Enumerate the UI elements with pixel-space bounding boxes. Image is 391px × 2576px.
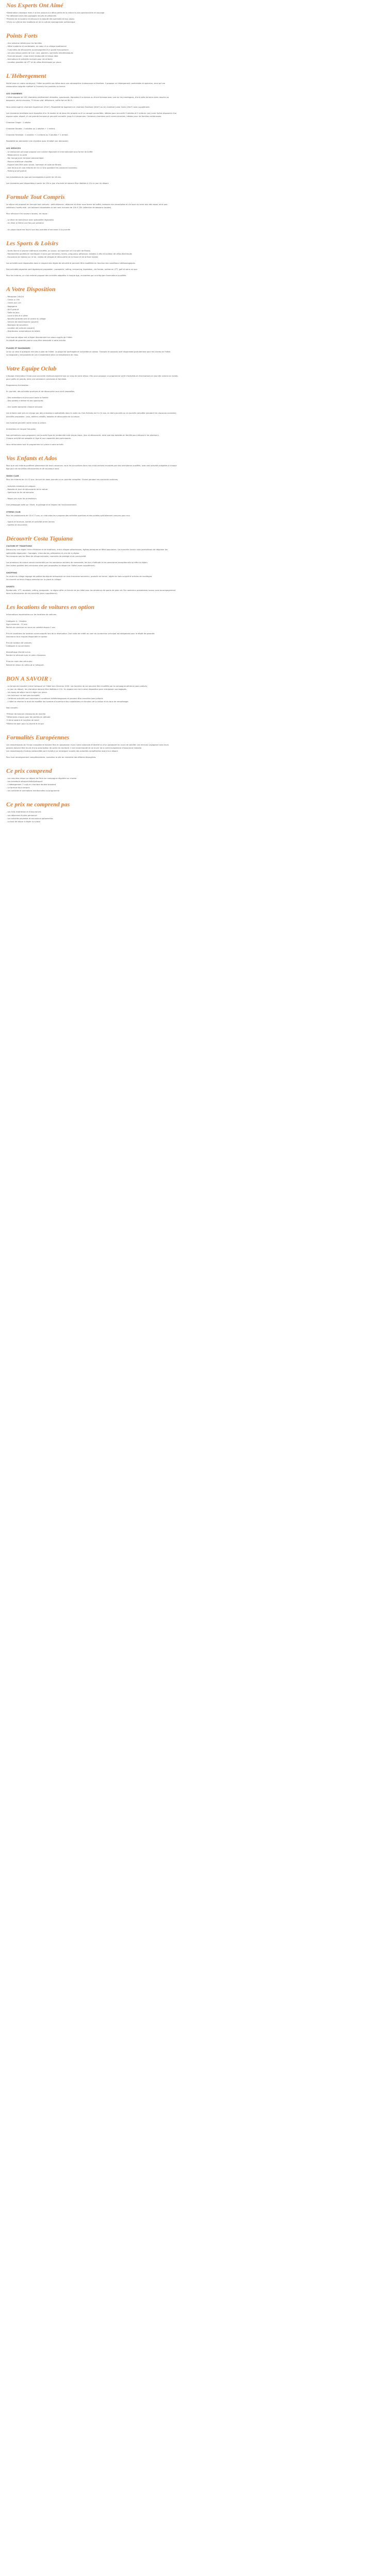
text-line: Activités proposées : jeux, ateliers créatifs, balades et découverte de la nature. <box>6 415 80 418</box>
content-section <box>6 767 385 795</box>
paragraph <box>6 96 385 102</box>
spacer <box>6 185 385 188</box>
section-title: Ce prix comprend <box>6 767 52 774</box>
list-item: - L'hébergement 7 nuits en chambre double standard <box>6 783 385 786</box>
spacer <box>6 792 385 795</box>
list-item: - Des soirées à thème et des spectacles <box>6 399 385 402</box>
paragraph <box>6 561 385 567</box>
list-item: - 5 journées de découverte accompagnées d'un guide francophone <box>6 48 385 52</box>
spacer <box>6 470 385 473</box>
text-line: Rendre le véhicule avec le plein d'essence. <box>6 654 46 657</box>
bullet-list <box>6 150 385 173</box>
list-item: • Destination classique mais à la fois unique à la découverte de la nature la plus spectaculaire et sauvage <box>6 11 385 14</box>
content-section <box>6 32 385 67</box>
section-title: Votre Equipe Oclub <box>6 364 57 372</box>
text-line: Une taxe de séjour est à régler directement sur place auprès de l'hôtel. <box>6 336 73 339</box>
list-item: - Location possible de VTT et de vélos électriques sur place <box>6 61 385 64</box>
bullet-list <box>6 777 385 792</box>
spacer <box>6 581 385 584</box>
text-line: pour petits et grands, dans une ambiance conviviale et familiale. <box>6 378 67 380</box>
list-item: - Restaurant à la carte <box>6 154 385 157</box>
list-item: - Navette gratuite vers le centre du village <box>6 317 385 320</box>
list-item: - Bagagerie <box>6 305 385 308</box>
bullet-list <box>6 11 385 24</box>
spacer <box>6 567 385 570</box>
list-item: - Accès libre à la piscine intérieure chauffée, au sauna, au hammam et à la salle de fitness <box>6 249 385 252</box>
text-line: restauration soignée mettant à l'honneur les produits du terroir. <box>6 86 66 88</box>
bullet-list <box>6 218 385 225</box>
list-item: - Excursions en bateau sur le lac, visites de villages et découverte de la faune et de la flore locales <box>6 256 385 259</box>
list-item: - Randonnées guidées en montagne (4 jours par semaine), tennis, ping-pong, pétanque, balades à vélo et location de vélos électriques <box>6 252 385 256</box>
text-line: Un marché se tient chaque semaine sur la place du village. <box>6 579 61 581</box>
spacer <box>6 527 385 530</box>
spacer <box>6 595 385 598</box>
paragraph <box>6 641 385 648</box>
spacer <box>6 64 385 67</box>
subheading: SHOPPING <box>6 571 18 574</box>
paragraph <box>6 651 385 657</box>
list-item: - Un pique-nique est fourni lors des journées d'excursion à la journée <box>6 228 385 231</box>
list-item: - Wi-Fi gratuit <box>6 308 385 311</box>
paragraph <box>6 434 385 440</box>
text-line: Les installations du spa sont accessibles à partir de 16 ans. <box>6 176 61 178</box>
list-item: - Check-out 11h <box>6 301 385 304</box>
text-line: Vous serez logé en chambre Supérieure (25m²). Possibilité de logement en chambre Familiale (40m²) ou en chambre Junior Suite (45m²) avec supplément. <box>6 106 150 108</box>
list-item: - Réception 24h/24 <box>6 295 385 298</box>
list-item: - Les dépenses d'ordre personnel <box>6 814 385 817</box>
spacer <box>6 143 385 146</box>
bullet-list <box>6 685 385 704</box>
section-title: Les Sports & Loisirs <box>6 239 59 247</box>
text-line: Les enfants sont pris en charge par des animateurs spécialisés dans le cadre du Club Enfants de 4 à 12 ans, en demi-journée ou en journée complète (pendant les vacances scolaires). <box>6 412 177 415</box>
subheading: LES CHAMBRES <box>6 93 23 95</box>
subheading: PLAGES ET BAIGNADES <box>6 347 30 349</box>
page <box>0 0 391 837</box>
list-item: • Se détendre dans des paysages reculés et préservés <box>6 14 385 18</box>
text-line: Randonnée, VTT, escalade, rafting, parapente : la région offre un terrain de jeu idéal pour les amateurs de sports de plein air. De nombreux prestataires locaux vous accompagneront <box>6 589 176 592</box>
text-line: Animations en langue française. <box>6 428 36 430</box>
paragraph <box>6 350 385 357</box>
spacer <box>6 277 385 280</box>
text-line: Programme d'animation : <box>6 384 30 386</box>
content-section <box>6 675 385 728</box>
text-line: Pour les adolescents de 13 à 17 ans, un club ados leur propose des activités sportives et des soirées spécialement conçues pour eux. <box>6 515 131 517</box>
spacer <box>6 667 385 670</box>
section-title: BON A SAVOIR : <box>6 674 52 682</box>
bullet-list <box>6 810 385 823</box>
bullet-list <box>6 485 385 494</box>
text-line: Le séjour est proposé en formule tout compris : petit-déjeuner, déjeuner et dîner sous forme de buffet, boissons non alcoolisées et vin local au verre lors des repas, ainsi que <box>6 204 168 206</box>
text-line: La baignade y est possible de juin à septembre selon la température de l'eau. <box>6 353 79 356</box>
list-item: • Vivre au rythme des traditions et de la culture montagnarde authentique <box>6 21 385 24</box>
text-line: Nos conseils : <box>6 707 19 709</box>
content-section <box>6 285 385 360</box>
bullet-list <box>6 396 385 402</box>
text-line: Les amateurs de nature seront enchantés par les nombreux sentiers de randonnée, les lacs d'altitude et les panoramas exceptionnels qu'offre la région. <box>6 561 148 564</box>
list-item: - Les transferts aéroport/hôtel/aéroport <box>6 780 385 783</box>
text-line: Pour que vos enfants profitent pleinement de leurs vacances, nous les accueillons dans nos clubs enfants encadrés par des animateurs qualifiés, avec des activités adaptées à chaque <box>6 465 177 467</box>
list-item: - Les taxes de séjour sont à régler sur place. <box>6 691 385 694</box>
list-item: • Crème solaire et lunettes de soleil <box>6 719 385 722</box>
paragraph <box>6 660 385 666</box>
list-item: - Animations et activités incluses pour les enfants <box>6 58 385 61</box>
text-line: Un dépôt de garantie pourra vous être demandé à votre arrivée. <box>6 340 67 342</box>
text-line: collations l'après-midi. Les boissons alcoolisées au bar sont incluses de 10h à 23h (sélection de boissons locales). <box>6 207 112 209</box>
list-item: - Check-in 15h <box>6 298 385 301</box>
section-title: Les locations de voitures en option <box>6 603 94 611</box>
bullet-list <box>6 295 385 333</box>
subheading: OKIDS CLUB <box>6 475 19 478</box>
list-item: - Service de blanchisserie (payant) <box>6 320 385 324</box>
list-item: - Repas pris avec les animateurs <box>6 497 385 500</box>
list-item: - Une soirée dansante chaque semaine <box>6 405 385 409</box>
list-item: - Salle de jeux <box>6 311 385 314</box>
text-line: Les ressortissants d'autres nationalités sont invités à se renseigner auprès des autorités compétentes avant leur départ. <box>6 750 119 752</box>
spacer <box>6 725 385 728</box>
text-line: Kilométrage illimité inclus. <box>6 651 31 654</box>
spacer <box>6 343 385 346</box>
paragraph <box>6 589 385 595</box>
section-title: Formule Tout Compris <box>6 193 65 201</box>
list-item: - Distributeur automatique de billets <box>6 330 385 333</box>
list-item: - Boutique de souvenirs <box>6 324 385 327</box>
paragraph <box>6 412 385 418</box>
text-line: Les activités sont dispensées dans le respect des règles de sécurité et peuvent être modifiées en fonction des conditions météorologiques. <box>6 262 136 264</box>
text-line: Pour découvrir les saveurs locales, les repas : <box>6 213 48 215</box>
spacer <box>6 24 385 27</box>
paragraph <box>6 575 385 581</box>
list-item: • Vêtements chauds pour les soirées en altitude <box>6 716 385 719</box>
text-line: Assurance tous risques disponible en option. <box>6 635 48 638</box>
list-item: - Balades et jeux de découverte de la nature <box>6 488 385 491</box>
text-line: Une pédagogie axée sur l'éveil, le partage et le respect de l'environnement. <box>6 503 77 506</box>
list-item: - Le jour du départ, les chambres doivent être libérées à 11h. Un espace est mis à votre disposition pour entreposer vos bagages. <box>6 688 385 691</box>
list-item: - La formule tout compris <box>6 786 385 789</box>
spacer <box>6 506 385 510</box>
content-section <box>6 801 385 826</box>
text-line: Pour les enfants, un club enfants propose des activités adaptées à chaque âge, encadrées par une équipe d'animateurs qualifiés. <box>6 275 127 277</box>
list-item: - Parking privé gratuit <box>6 170 385 173</box>
list-item: - Activités créatives et ludiques <box>6 485 385 488</box>
subheading: CULTURE ET TRADITIONS <box>6 545 32 548</box>
text-line: Découvrez une région riche d'histoire et de traditions, entre villages pittoresques, églises baroques et fêtes populaires. Les marchés locaux vous permettront de déguster les <box>6 549 168 551</box>
text-line: Retrait et retour du véhicule à l'aéroport. <box>6 664 44 666</box>
list-item: - Le restaurant principal propose une cuisine régionale et internationale sous forme de buffet <box>6 150 385 154</box>
list-item: - Les plus beaux points de vue : lacs, glaciers, sommets emblématiques <box>6 52 385 55</box>
text-line: Vous retrouverez tout le programme sur place à votre arrivée. <box>6 444 64 446</box>
paragraph <box>6 336 385 342</box>
section-title: Points Forts <box>6 32 38 40</box>
section-title: Vos Enfants et Ados <box>6 454 57 462</box>
text-line: L'hôtel dispose de 142 chambres entièrement rénovées, spacieuses, équipées d'un balcon ou d'une terrasse avec vue sur les montagnes, d'une salle de bains avec douche ou <box>6 96 169 99</box>
text-line: espace salon séparé, d'une grande terrasse et peuvent accueillir jusqu'à 4 personnes. Certaines chambres sont communicantes, idéales pour les familles nombreuses. <box>6 115 162 117</box>
content-section <box>6 2 385 27</box>
list-item: - Aire de jeux et club enfants de 4 à 12 ans (pendant les vacances scolaires) <box>6 166 385 170</box>
text-line: Âge minimum : 21 ans <box>6 623 27 625</box>
text-line: Pour les enfants de 4 à 12 ans. Accueil en demi-journée ou en journée complète. Ouvert pendant les vacances scolaires. <box>6 479 119 481</box>
list-item: - Hôtel moderne et confortable, au cœur d'un village traditionnel <box>6 45 385 48</box>
content-section <box>6 365 385 449</box>
list-item: - Une semaine idéale pour les familles <box>6 42 385 45</box>
text-line: Chaque activité est adaptée à l'âge et aux capacités des participants. <box>6 437 71 439</box>
list-item: - Location de voitures (payant) <box>6 327 385 330</box>
text-line: Les chambres sont disponibles à partir de 15h le jour d'arrivée et doivent être libérées à 11h le jour du départ. <box>6 182 109 184</box>
content-section <box>6 734 385 762</box>
paragraph <box>6 548 385 557</box>
list-item: - Les vols aller-retour au départ de Paris sur compagnie régulière ou charter <box>6 777 385 780</box>
section-title: L'Hébergement <box>6 72 46 80</box>
list-item: - Certaines activités sont soumises à conditions météorologiques et peuvent être annulées sans préavis. <box>6 697 385 700</box>
text-line: Les chambres familiales sont équipées d'un lit double et de deux lits simples ou d'un canapé convertible, idéales pour accueillir 2 adultes et 2 enfants. Les Junior Suites disposent d'un <box>6 112 177 114</box>
text-line: Niché dans un cadre verdoyant, l'hôtel accueille ses hôtes dans une atmosphère chaleureuse et familiale. Il propose un hébergement confortable et spacieux, ainsi qu'une <box>6 82 166 85</box>
spacer <box>6 88 385 91</box>
content-section <box>6 72 385 188</box>
section-title: Ce prix ne comprend pas <box>6 801 70 808</box>
list-item: - L'hôtel se réserve le droit de modifier les horaires d'ouverture des installations en fonction de la saison et du taux de remplissage. <box>6 700 385 703</box>
text-line: baignoire, sèche-cheveux, TV écran plat, téléphone, coffre-fort et Wi-Fi. <box>6 99 73 102</box>
list-item: - Spectacle de fin de semaine <box>6 491 385 494</box>
text-line: Prise en main des véhicules : <box>6 660 34 663</box>
text-line: parents doivent être munis d'une autorisation de sortie du territoire. Il est recommandé de se munir de la carte européenne d'assurance maladie. <box>6 747 142 749</box>
paragraph <box>6 620 385 629</box>
list-item: - Formule souple : choix entre randonnée et temps libre <box>6 55 385 58</box>
paragraph <box>6 743 385 753</box>
list-item: • Maillot de bain pour la piscine et le spa <box>6 722 385 725</box>
spacer <box>6 231 385 234</box>
bullet-list <box>6 249 385 259</box>
list-item: - Bar lounge avec terrasse panoramique <box>6 157 385 160</box>
bullet-list <box>6 520 385 527</box>
content-section <box>6 240 385 281</box>
paragraph <box>6 632 385 638</box>
list-item: - Les frais d'adhésion et d'assurances <box>6 810 385 814</box>
paragraph <box>6 375 385 381</box>
text-line: Chambre Single : 1 adulte. <box>6 121 31 124</box>
list-item: - Le dîner de bienvenue avec spécialités régionales <box>6 218 385 222</box>
content-section <box>6 603 385 669</box>
subheading: SPORTS <box>6 586 14 588</box>
bullet-list <box>6 42 385 64</box>
list-item: - Les animaux ne sont pas acceptés. <box>6 694 385 697</box>
list-item: - Espace bien-être avec sauna, hammam et salle de fitness <box>6 163 385 166</box>
bullet-list <box>6 713 385 725</box>
section-title: Découvrir Costa Tiguiana <box>6 535 73 543</box>
list-item: - La taxe de séjour à régler sur place <box>6 820 385 823</box>
text-line: En journée, des activités sportives et de découverte vous sont proposées. <box>6 391 75 393</box>
section-title: Nos Experts Ont Aimé <box>6 2 63 9</box>
text-line: L'équipe d'animation Oclub vous accueille chaleureusement tout au long de votre séjour. Elle vous propose un programme varié d'activités et d'animations en journée comme en soirée, <box>6 375 178 377</box>
text-line: Prix de location de voitures : <box>6 642 33 645</box>
text-line: Permis de conduire en cours de validité depuis 2 ans <box>6 626 55 629</box>
list-item: - Soirées et rencontres <box>6 523 385 527</box>
paragraph <box>6 112 385 118</box>
text-line: Nos animateurs vous proposent une journée type de randonnée avec pique-nique, jeux et découverte, ainsi que des balades en famille pour découvrir les alentours. <box>6 434 159 436</box>
content-section <box>6 535 385 598</box>
paragraph <box>6 464 385 470</box>
list-item: - Le temps de transfert entre l'aéroport et l'hôtel est d'environ 1h30. Les horaires de vol peuvent être modifiés par la compagnie aérienne sans préavis. <box>6 685 385 688</box>
spacer <box>6 446 385 449</box>
section-title: Formalités Européennes <box>6 733 70 741</box>
subheading: LES SERVICES <box>6 147 21 150</box>
paragraph <box>6 82 385 88</box>
spacer <box>6 357 385 360</box>
paragraph <box>6 203 385 209</box>
text-line: Le centre du village regorge de petites boutiques artisanales où vous trouverez souvenirs, produits du terroir, objets en bois sculpté et articles de montagne. <box>6 575 153 578</box>
list-item: - Les activités et animations mentionnées au programme <box>6 789 385 792</box>
text-line: Informations importantes sur les locations de voitures <box>6 614 57 616</box>
list-item: - Piscine intérieure chauffée <box>6 160 385 163</box>
list-item: • Prévoir de bonnes chaussures de marche <box>6 713 385 716</box>
text-line: Catégorie A (ou similaire) <box>6 645 30 648</box>
content-section <box>6 454 385 530</box>
list-item: - Local à skis et à vélos <box>6 314 385 317</box>
text-line: Des visites guidées des principaux sites sont proposées au départ de l'hôtel (avec supplément). <box>6 564 95 567</box>
text-line: Possibilité de demander une chambre avec lit bébé (sur demande). <box>6 140 69 143</box>
text-line: Ne manquez pas les fêtes de village estivales, moments de partage et de convivialité. <box>6 555 87 557</box>
text-line: spécialités régionales : fromages, charcuteries, pâtisseries et vins de la région. <box>6 552 80 554</box>
list-item: - Un dîner à thème une fois par semaine <box>6 222 385 225</box>
text-line: Le lac se situe à quelques minutes à pied de l'hôtel. La plage est aménagée et surveillée en saison. Transats et parasols sont disponibles gratuitement pour les clients de l'hôtel. <box>6 350 171 353</box>
text-line: âge pour de nouvelles découvertes et de nouveaux amis. <box>6 468 60 470</box>
list-item: • Prendre de la hauteur et découvrir la beauté des sommets et lacs alpins <box>6 18 385 21</box>
text-line: Pour tout renseignement complémentaire, consultez le site du ministère des Affaires étrangères. <box>6 756 96 758</box>
text-line: Des activités payantes sont également proposées : parapente, rafting, canyoning, équitation, via ferrata, sorties en VTT, golf et soins au spa. <box>6 268 138 271</box>
list-item: - Les activités payantes et excursions optionnelles <box>6 817 385 820</box>
text-line: dans la découverte de ces activités (avec supplément). <box>6 592 58 595</box>
text-line: Chambre Familiale : 2 adultes + 2 enfants ou 3 adultes + 1 enfant. <box>6 133 69 136</box>
text-line: Catégorie A : Citadine <box>6 620 27 622</box>
text-line: Les ressortissants de l'Union européenne doivent être en possession d'une carte nationale d'identité ou d'un passeport en cours de validité. Les mineurs voyageant sans leurs <box>6 743 169 746</box>
list-item: - Des animations et jeux pour toute la famille <box>6 396 385 399</box>
text-line: Les horaires peuvent varier selon la saison. <box>6 421 47 424</box>
spacer <box>6 823 385 826</box>
text-line: Chambre Double : 2 adultes ou 2 adultes + 1 enfant. <box>6 127 56 130</box>
spacer <box>6 759 385 762</box>
text-line: Prix et conditions de location communiqués lors de la réservation. Une carte de crédit au nom du conducteur principal est obligatoire pour le dépôt de garantie. <box>6 632 155 635</box>
section-title: A Votre Disposition <box>6 285 56 293</box>
content-section <box>6 193 385 234</box>
subheading: OTEENS CLUB <box>6 511 21 513</box>
list-item: - Sports et tournois, sorties et activités entre jeunes <box>6 520 385 523</box>
